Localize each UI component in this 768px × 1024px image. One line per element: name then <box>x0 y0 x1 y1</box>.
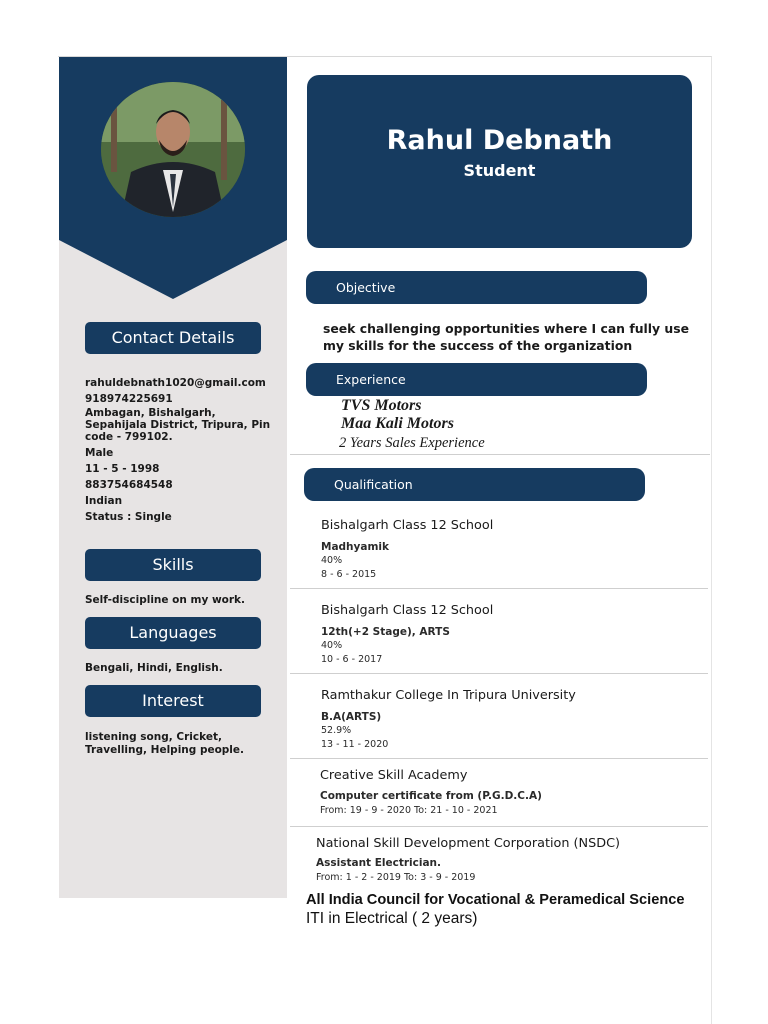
qualification-3-score: 52.9% <box>321 725 352 736</box>
qualification-6-subtitle: ITI in Electrical ( 2 years) <box>306 910 478 927</box>
profile-photo <box>101 82 245 217</box>
skills-text: Self-discipline on my work. <box>85 594 246 606</box>
qualification-2-score: 40% <box>321 640 343 651</box>
qualification-5-date: From: 1 - 2 - 2019 To: 3 - 9 - 2019 <box>316 872 476 883</box>
divider <box>290 588 708 589</box>
profile-photo-illustration <box>101 82 245 217</box>
languages-heading: Languages <box>85 617 261 649</box>
contact-status: Status : Single <box>85 511 172 523</box>
contact-nationality: Indian <box>85 495 123 507</box>
contact-dob: 11 - 5 - 1998 <box>85 463 160 475</box>
contact-gender: Male <box>85 447 114 459</box>
contact-address: Ambagan, Bishalgarh, Sepahijala District, Tripura, Pin code - 799102. <box>85 407 271 443</box>
qualification-4-date: From: 19 - 9 - 2020 To: 21 - 10 - 2021 <box>320 805 498 816</box>
interest-text: listening song, Cricket, Travelling, Helping people. <box>85 731 245 756</box>
qualification-5-title: National Skill Development Corporation (NSDC) <box>316 836 621 851</box>
objective-text: seek challenging opportunities where I can fully use my skills for the success of the organization <box>323 321 690 353</box>
qualification-3-title: Ramthakur College In Tripura University <box>321 688 576 703</box>
qualification-2-title: Bishalgarh Class 12 School <box>321 603 494 618</box>
qualification-3-date: 13 - 11 - 2020 <box>321 739 389 750</box>
qualification-4-title: Creative Skill Academy <box>320 768 468 783</box>
objective-heading: Objective <box>306 271 647 304</box>
candidate-name: Rahul Debnath <box>386 125 613 156</box>
languages-text: Bengali, Hindi, English. <box>85 662 223 674</box>
qualification-2-subtitle: 12th(+2 Stage), ARTS <box>321 626 450 638</box>
divider <box>290 673 708 674</box>
qualification-heading: Qualification <box>304 468 645 501</box>
contact-phone: 918974225691 <box>85 393 173 405</box>
experience-company-1: TVS Motors <box>341 397 422 414</box>
contact-number: 883754684548 <box>85 479 173 491</box>
qualification-1-subtitle: Madhyamik <box>321 541 389 553</box>
sidebar <box>59 57 287 898</box>
skills-heading: Skills <box>85 549 261 581</box>
qualification-4-subtitle: Computer certificate from (P.G.D.C.A) <box>320 790 542 802</box>
divider <box>290 758 708 759</box>
qualification-1-date: 8 - 6 - 2015 <box>321 569 377 580</box>
contact-list <box>85 375 275 525</box>
divider <box>290 826 708 827</box>
qualification-2-date: 10 - 6 - 2017 <box>321 654 383 665</box>
qualification-1-score: 40% <box>321 555 343 566</box>
experience-company-2: Maa Kali Motors <box>341 415 454 432</box>
experience-duration: 2 Years Sales Experience <box>339 435 485 451</box>
contact-details-heading: Contact Details <box>85 322 261 354</box>
contact-email: rahuldebnath1020@gmail.com <box>85 377 266 389</box>
qualification-3-subtitle: B.A(ARTS) <box>321 711 382 723</box>
qualification-6-title: All India Council for Vocational & Peramedical Science <box>306 892 685 908</box>
candidate-role: Student <box>463 161 536 180</box>
qualification-5-subtitle: Assistant Electrician. <box>316 857 442 869</box>
header-banner <box>307 75 692 248</box>
sidebar-chevron <box>59 240 287 300</box>
divider <box>290 454 710 455</box>
qualification-1-title: Bishalgarh Class 12 School <box>321 518 494 533</box>
interest-heading: Interest <box>85 685 261 717</box>
experience-heading: Experience <box>306 363 647 396</box>
